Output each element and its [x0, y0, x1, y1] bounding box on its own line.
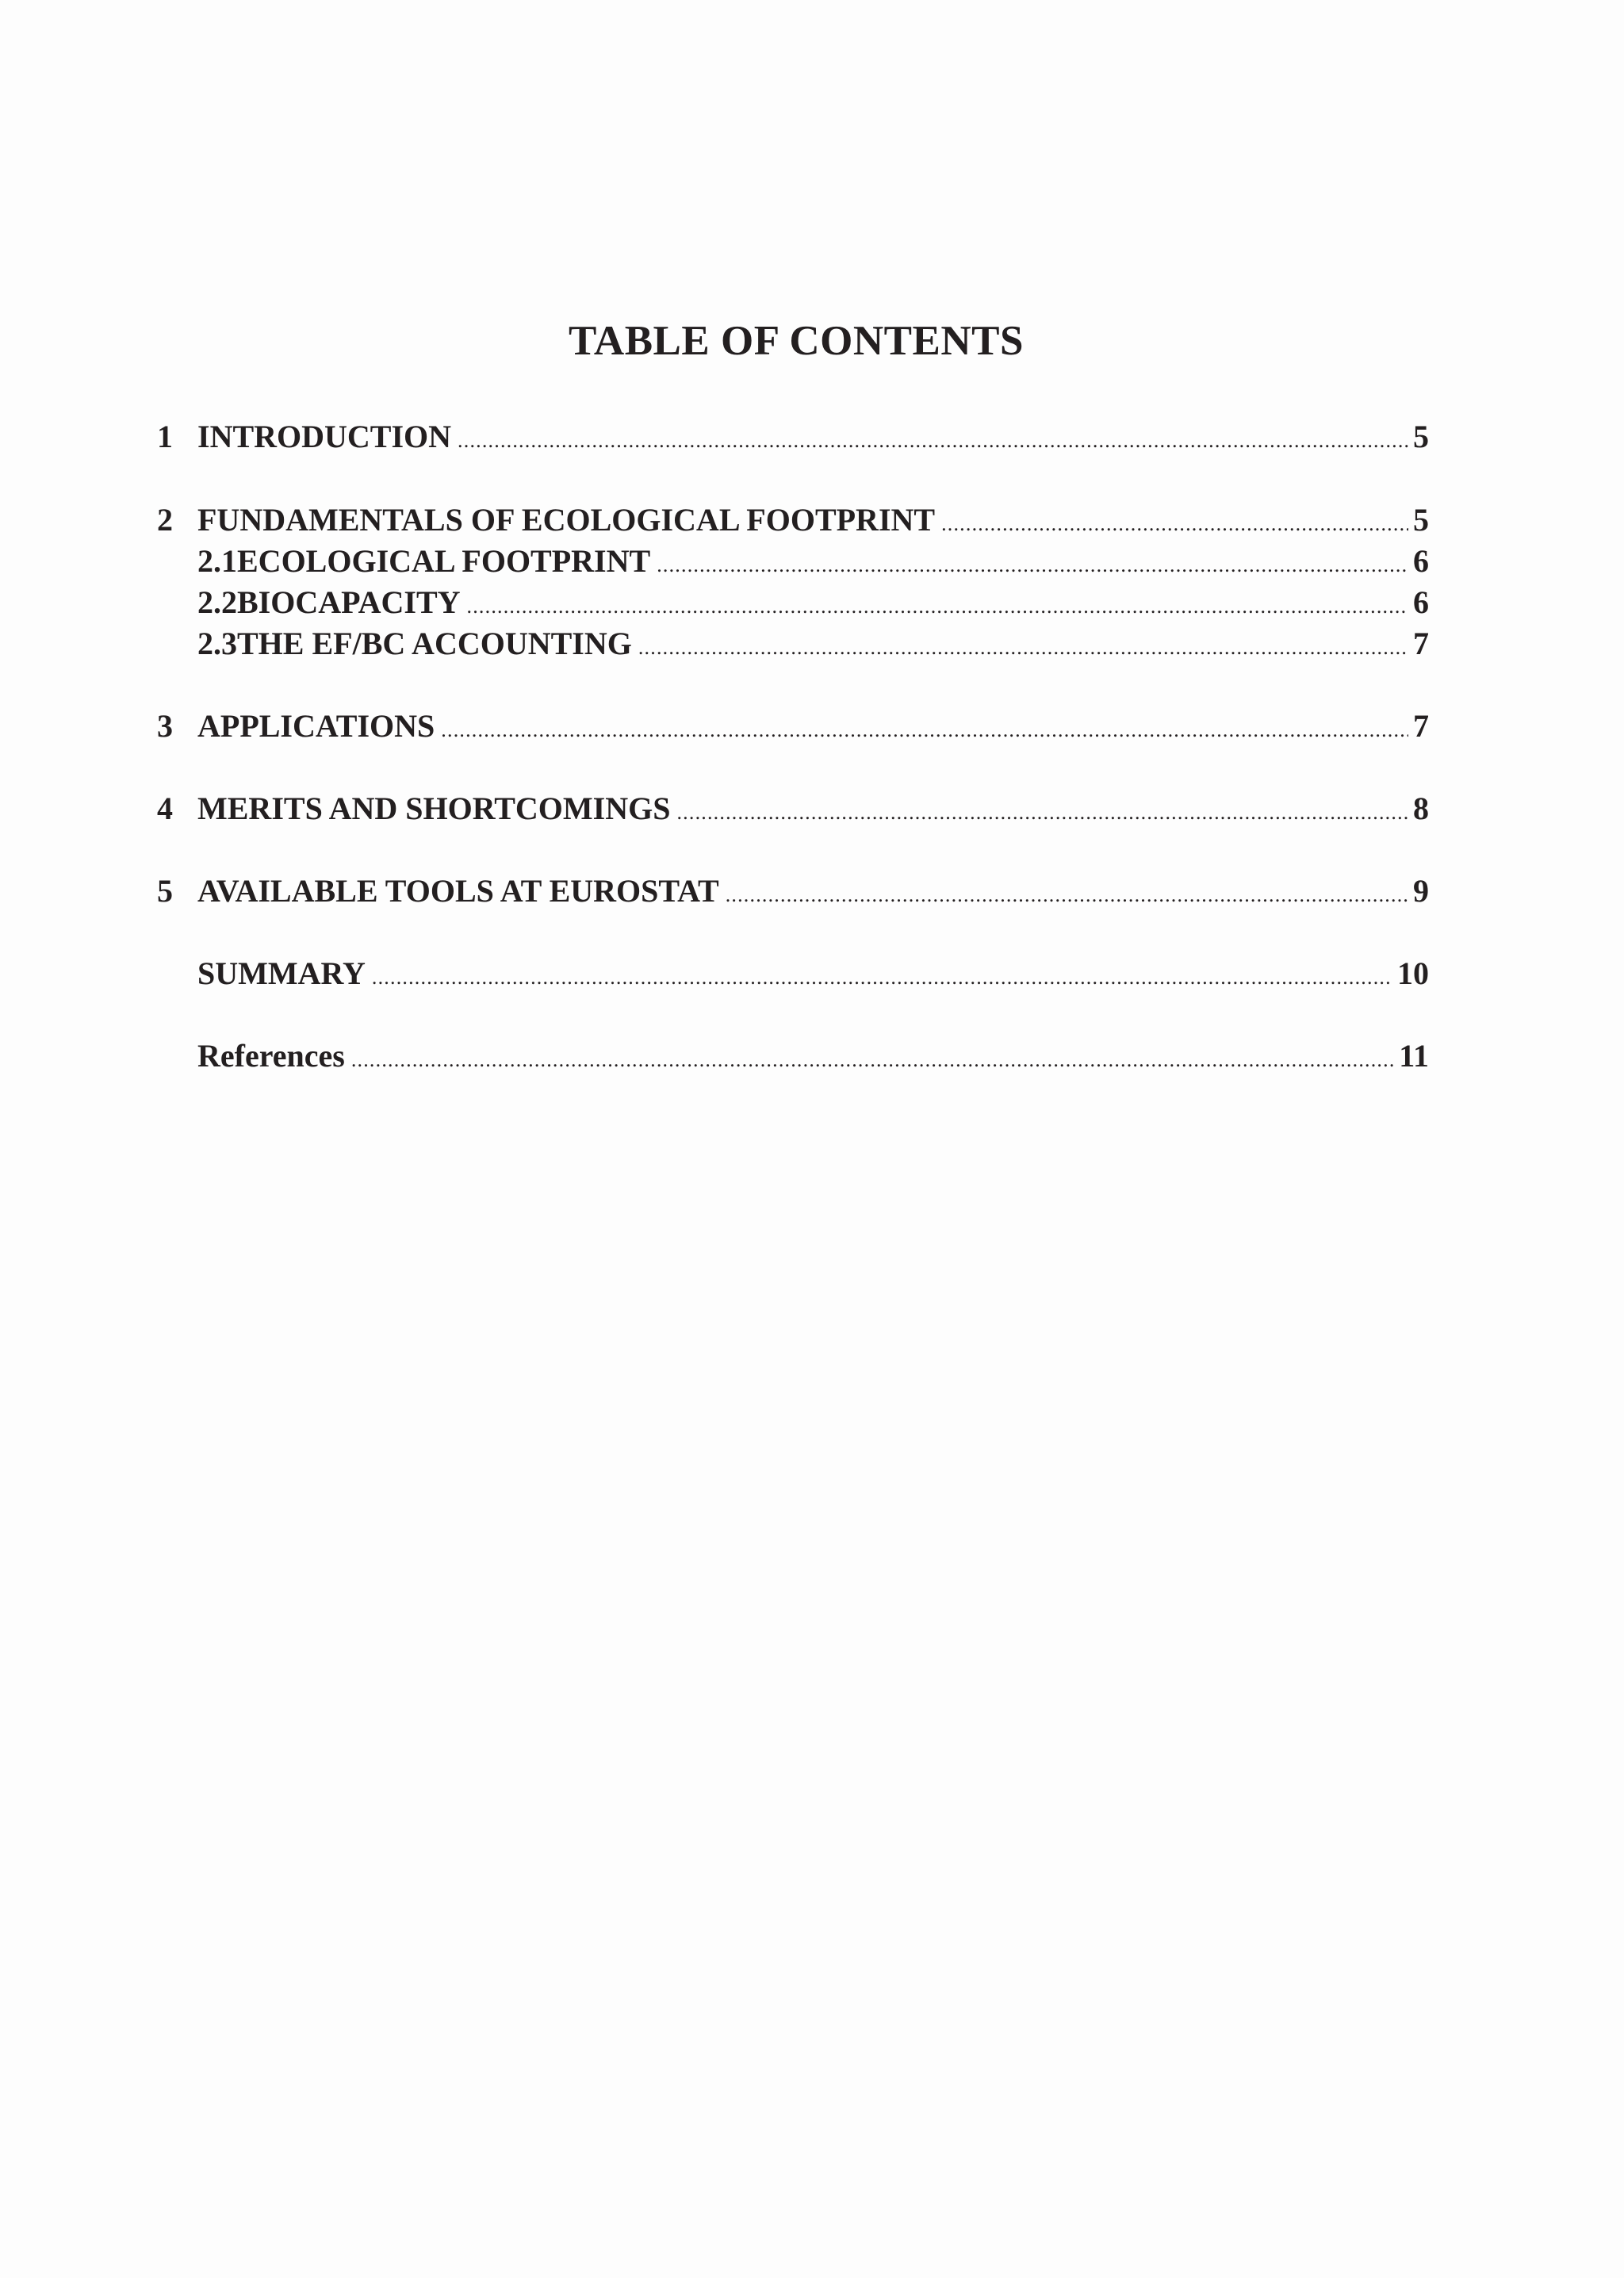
toc-dot-leader — [657, 545, 1408, 586]
toc-entry-page: 6 — [1413, 543, 1429, 579]
toc-dot-leader — [676, 792, 1408, 833]
toc-entry-label: AVAILABLE TOOLS AT EUROSTAT — [197, 873, 719, 909]
toc-entry-number: 5 — [157, 873, 173, 909]
toc-entry-page: 8 — [1413, 791, 1429, 826]
toc-entry-available-tools[interactable] — [157, 871, 1429, 912]
toc-entry-label: FUNDAMENTALS OF ECOLOGICAL FOOTPRINT — [197, 502, 936, 538]
toc-entry-number: 3 — [157, 708, 173, 744]
toc-entry-page: 5 — [1413, 419, 1429, 454]
toc-dot-leader — [458, 420, 1408, 461]
toc-entry-label: 2.1ECOLOGICAL FOOTPRINT — [197, 543, 651, 579]
toc-dot-leader — [351, 1039, 1394, 1081]
toc-entry-biocapacity[interactable] — [197, 582, 1429, 623]
toc-entry-number: 4 — [157, 791, 173, 826]
toc-entry-page: 9 — [1413, 873, 1429, 909]
toc-entry-label: References — [197, 1038, 345, 1074]
toc-dot-leader — [638, 627, 1408, 668]
toc-entry-number: 1 — [157, 419, 173, 454]
toc-entry-number: 2 — [157, 502, 173, 538]
toc-entry-merits[interactable] — [157, 788, 1429, 829]
toc-dot-leader — [467, 586, 1408, 627]
toc-entry-page: 7 — [1413, 708, 1429, 744]
toc-entry-label: MERITS AND SHORTCOMINGS — [197, 791, 671, 826]
toc-entry-ecological-footprint[interactable] — [197, 541, 1429, 582]
toc-title: TABLE OF CONTENTS — [569, 318, 1024, 364]
toc-entry-applications[interactable] — [157, 706, 1429, 747]
toc-entry-introduction[interactable] — [157, 416, 1429, 458]
toc-dot-leader — [726, 875, 1408, 916]
toc-entry-ef-bc-accounting[interactable] — [197, 623, 1429, 664]
toc-entry-page: 7 — [1413, 626, 1429, 661]
toc-entry-label: SUMMARY — [197, 955, 366, 991]
toc-entry-label: 2.3THE EF/BC ACCOUNTING — [197, 626, 632, 661]
toc-entry-page: 5 — [1413, 502, 1429, 538]
toc-entry-label: 2.2BIOCAPACITY — [197, 584, 461, 620]
toc-entry-label: APPLICATIONS — [197, 708, 435, 744]
toc-entry-references[interactable] — [197, 1036, 1429, 1077]
toc-entry-page: 10 — [1397, 955, 1429, 991]
toc-entry-page: 6 — [1413, 584, 1429, 620]
toc-dot-leader — [941, 503, 1408, 545]
toc-entry-label: INTRODUCTION — [197, 419, 452, 454]
toc-entry-page: 11 — [1399, 1038, 1429, 1074]
toc-entry-fundamentals[interactable] — [157, 500, 1429, 541]
toc-entry-summary[interactable] — [197, 953, 1429, 994]
toc-dot-leader — [441, 710, 1408, 751]
toc-dot-leader — [372, 957, 1392, 998]
